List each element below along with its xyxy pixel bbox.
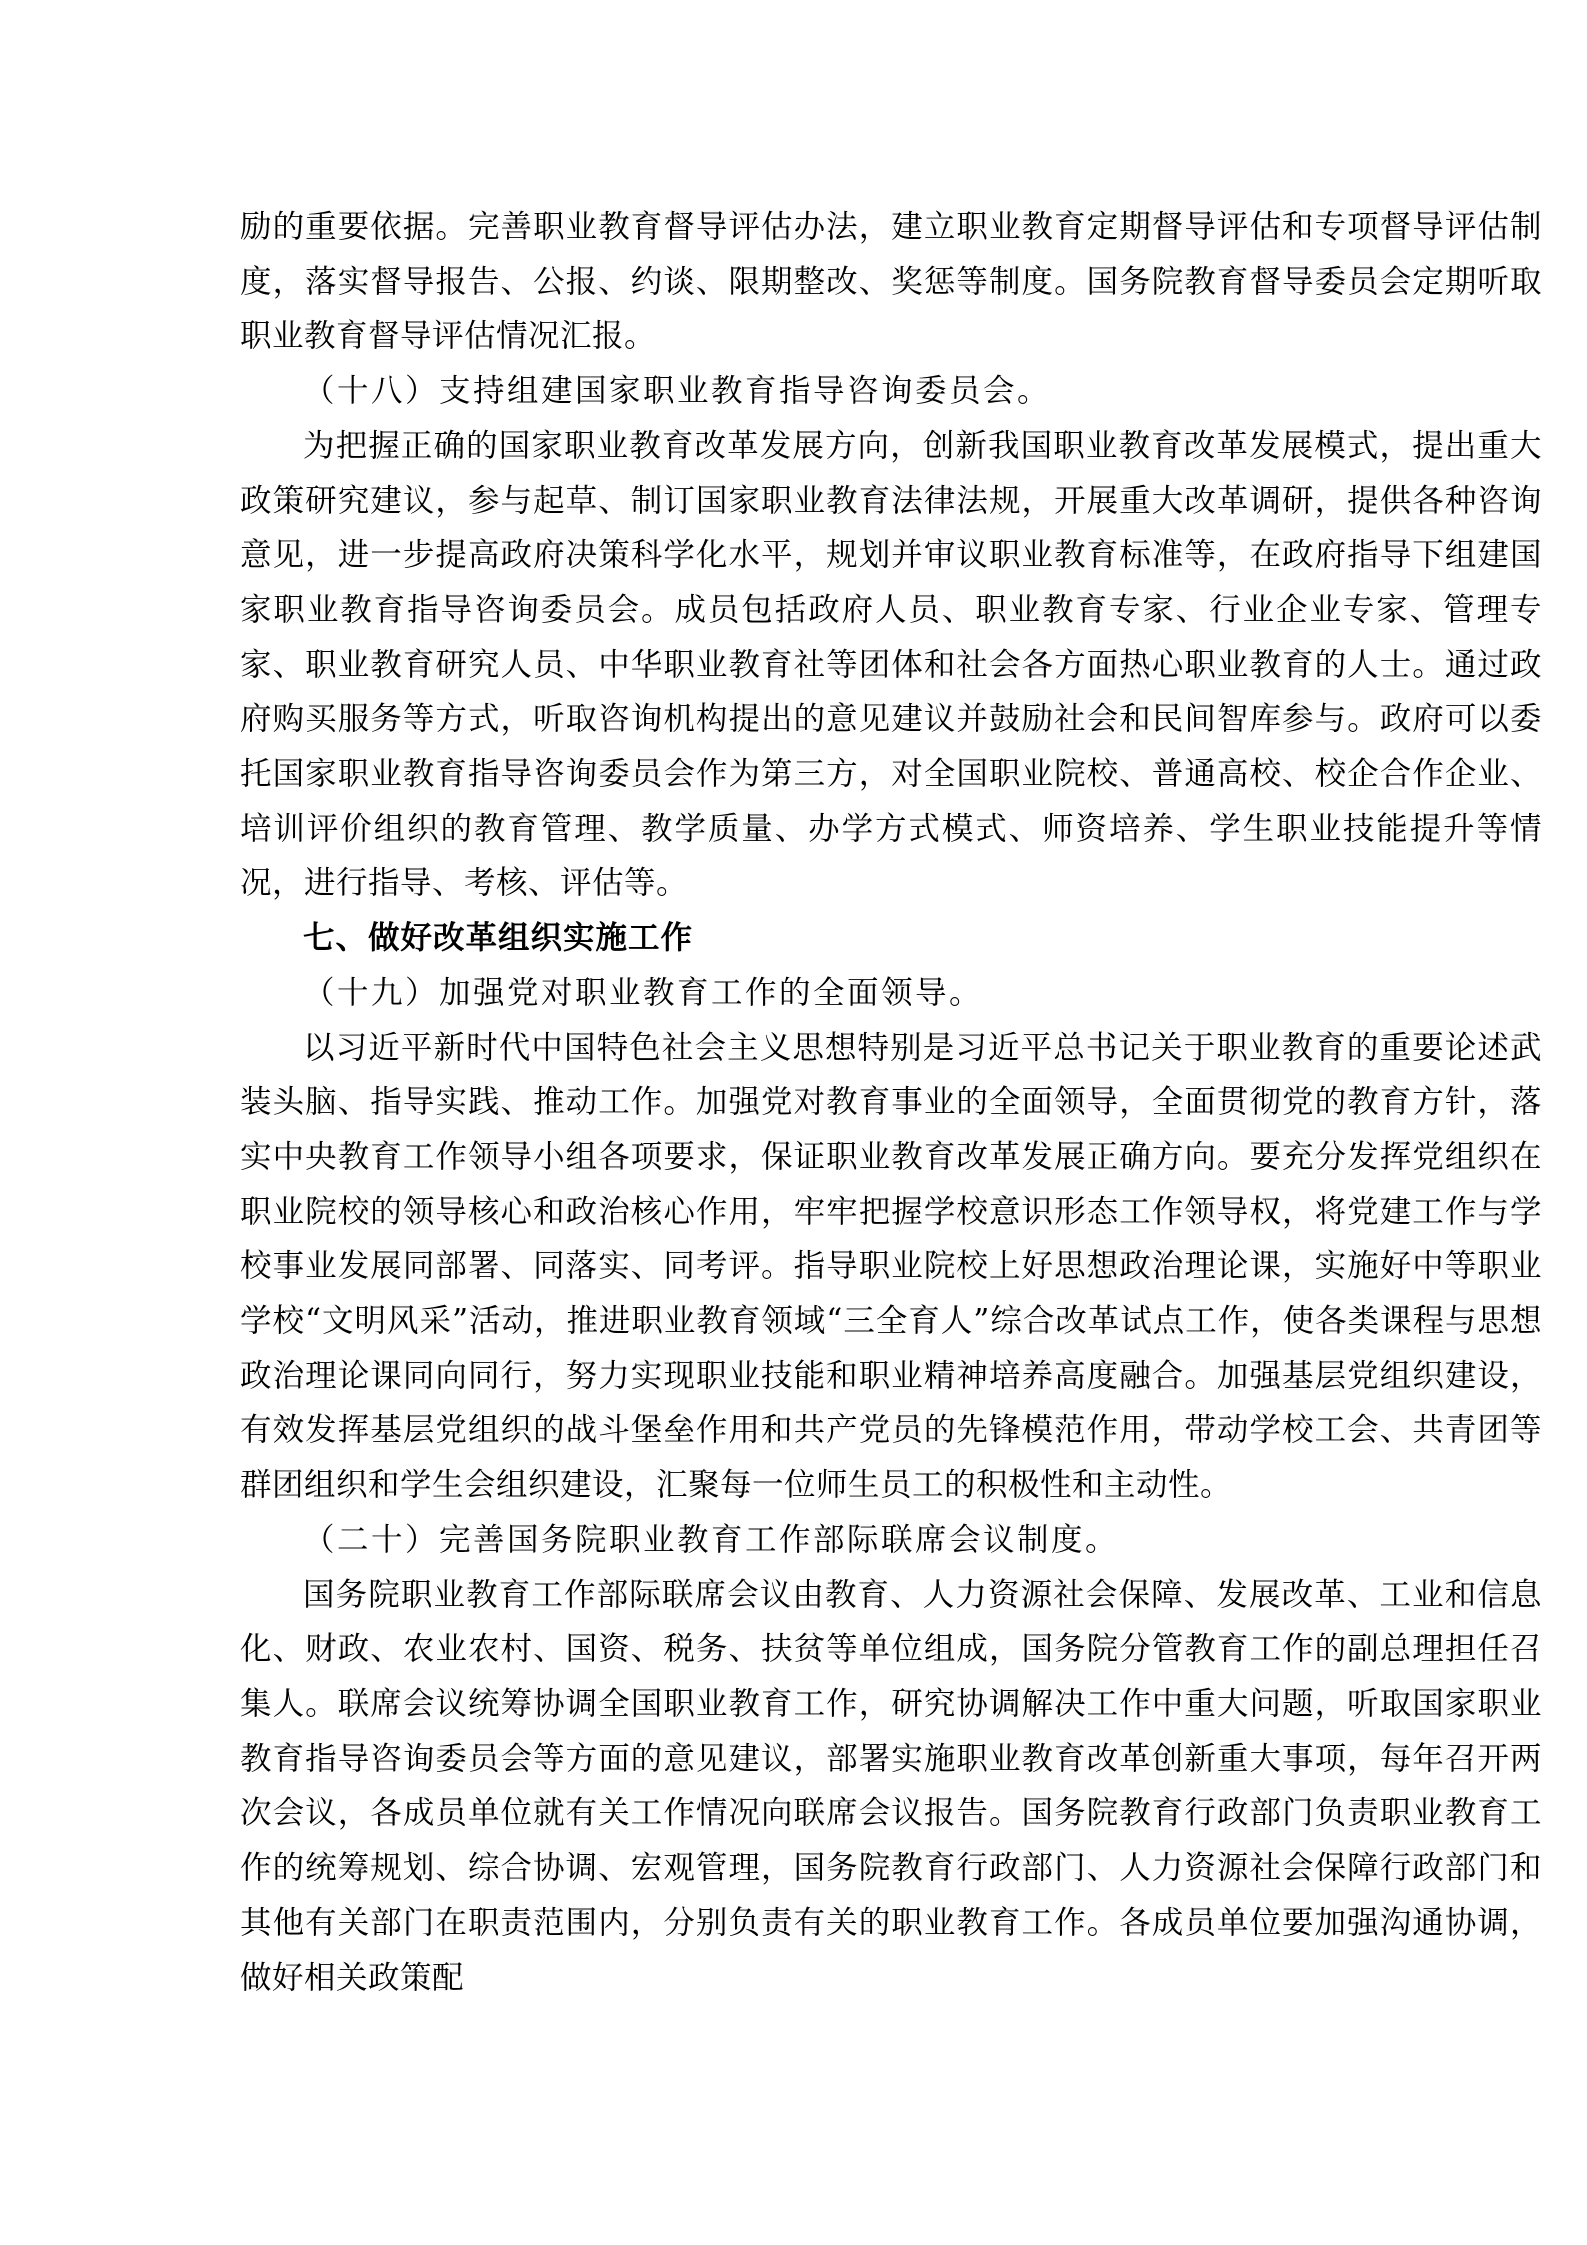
paragraph-advisory-committee: 为把握正确的国家职业教育改革发展方向，创新我国职业教育改革发展模式，提出重大政策研究建议，参与起草、制订国家职业教育法律法规，开展重大改革调研，提供各种咨询意见，进一步提高政府决策科学化水平，规划并审议职业教育标准等，在政府指导下组建国家职业教育指导咨询委员会。成员包括政府人员、职业教育专家、行业企业专家、管理专家、职业教育研究人员、中华职业教育社等团体和社会各方面热心职业教育的人士。通过政府购买服务等方式，听取咨询机构提出的意见建议并鼓励社会和民间智库参与。政府可以委托国家职业教育指导咨询委员会作为第三方，对全国职业院校、普通高校、校企合作企业、培训评价组织的教育管理、教学质量、办学方式模式、师资培养、学生职业技能提升等情况，进行指导、考核、评估等。 <box>240 427 1542 902</box>
subheading-20: （二十）完善国务院职业教育工作部际联席会议制度。 <box>303 1521 1120 1558</box>
paragraph-continuation: 励的重要依据。完善职业教育督导评估办法，建立职业教育定期督导评估和专项督导评估制度，落实督导报告、公报、约谈、限期整改、奖惩等制度。国务院教育督导委员会定期听取职业教育督导评估情况汇报。 <box>240 209 1542 355</box>
subheading-18: （十八）支持组建国家职业教育指导咨询委员会。 <box>303 373 1052 410</box>
paragraph-joint-conference: 国务院职业教育工作部际联席会议由教育、人力资源社会保障、发展改革、工业和信息化、财政、农业农村、国资、税务、扶贫等单位组成，国务院分管教育工作的副总理担任召集人。联席会议统筹协调全国职业教育工作，研究协调解决工作中重大问题，听取国家职业教育指导咨询委员会等方面的意见建议，部署实施职业教育改革创新重大事项，每年召开两次会议，各成员单位就有关工作情况向联席会议报告。国务院教育行政部门负责职业教育工作的统筹规划、综合协调、宏观管理，国务院教育行政部门、人力资源社会保障行政部门和其他有关部门在职责范围内，分别负责有关的职业教育工作。各成员单位要加强沟通协调，做好相关政策配 <box>240 1576 1542 1996</box>
paragraph-party-leadership: 以习近平新时代中国特色社会主义思想特别是习近平总书记关于职业教育的重要论述武装头脑、指导实践、推动工作。加强党对教育事业的全面领导，全面贯彻党的教育方针，落实中央教育工作领导小组各项要求，保证职业教育改革发展正确方向。要充分发挥党组织在职业院校的领导核心和政治核心作用，牢牢把握学校意识形态工作领导权，将党建工作与学校事业发展同部署、同落实、同考评。指导职业院校上好思想政治理论课，实施好中等职业学校“文明风采”活动，推进职业教育领域“三全育人”综合改革试点工作，使各类课程与思想政治理论课同向同行，努力实现职业技能和职业精神培养高度融合。加强基层党组织建设，有效发挥基层党组织的战斗堡垒作用和共产党员的先锋模范作用，带动学校工会、共青团等群团组织和学生会组织建设，汇聚每一位师生员工的积极性和主动性。 <box>240 1029 1542 1504</box>
subheading-19: （十九）加强党对职业教育工作的全面领导。 <box>303 974 984 1011</box>
section-heading-7: 七、做好改革组织实施工作 <box>303 920 694 957</box>
document-page <box>240 200 1542 2005</box>
